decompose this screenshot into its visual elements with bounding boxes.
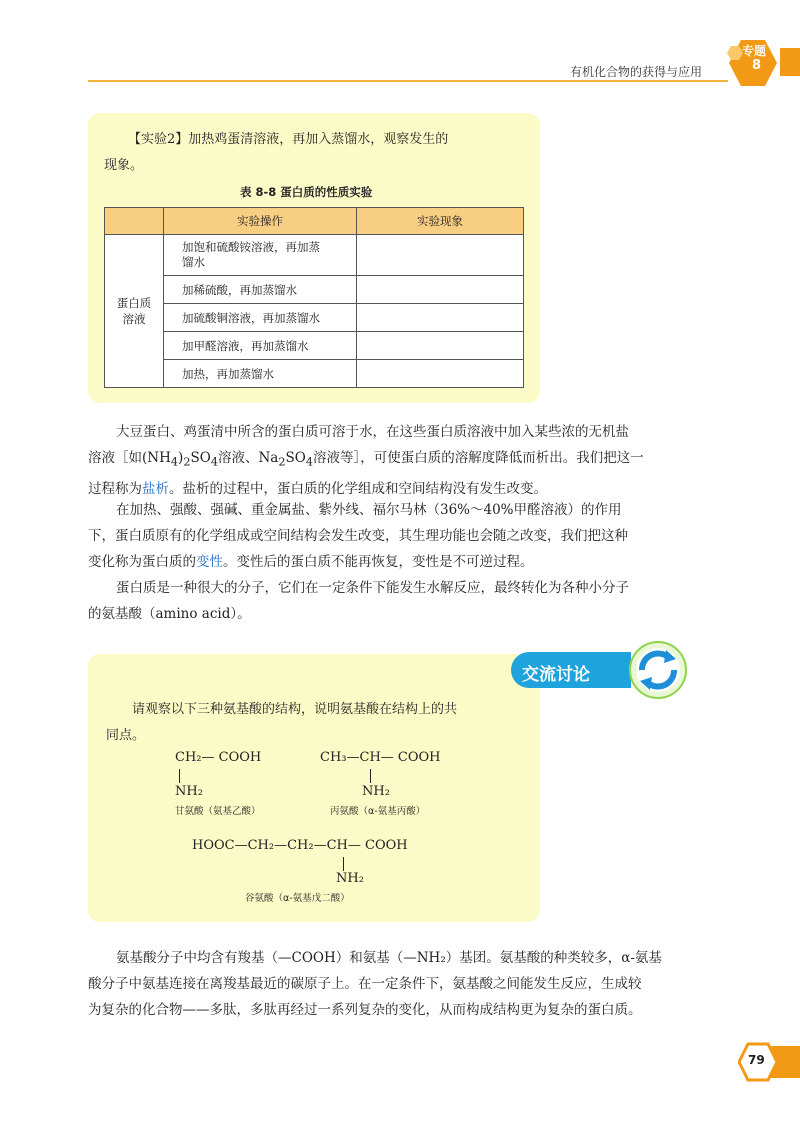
row-group-line2: 溶液 <box>122 312 146 326</box>
page-number: 79 <box>748 1053 765 1067</box>
paragraph-amino-acids: 氨基酸分子中均含有羧基（—COOH）和氨基（—NH₂）基团。氨基酸的种类较多，α-氨基 酸分子中氨基连接在离羧基最近的碳原子上。在一定条件下，氨基酸之间能发生反应，生成较 为复杂的化合物——多肽，多肽再经过一系列复杂的变化，从而构成结构更为复杂的蛋白质。 <box>88 950 662 1018</box>
alanine-bond <box>370 769 371 783</box>
refresh-cycle-icon <box>628 640 688 700</box>
row-group-line1: 蛋白质 <box>116 296 152 310</box>
table-row-group <box>105 235 164 388</box>
badge-label: 专题 <box>742 44 767 58</box>
experiment-table <box>104 207 524 388</box>
glycine-amino: NH₂ <box>175 784 203 799</box>
paragraph-salting-out: 大豆蛋白、鸡蛋清中所含的蛋白质可溶于水，在这些蛋白质溶液中加入某些浓的无机盐 溶液［如$(NH_4)_2SO_4$溶液、$Na_2SO_4$溶液等］，可使蛋白质的溶解度降低而析出。我们把这一 过程称为盐析。盐析的过程中，蛋白质的化学组成和空间结构没有发生改变。 <box>88 424 644 497</box>
table-cell-result2 <box>357 276 524 304</box>
table-caption: 表 8-8 蛋白质的性质实验 <box>240 185 373 199</box>
table-cell-op4: 加甲醛溶液，再加蒸馏水 <box>164 332 357 360</box>
table-cell-op5: 加热，再加蒸馏水 <box>164 360 357 388</box>
badge-number: 8 <box>752 58 762 73</box>
term-salting-out: 盐析 <box>142 480 169 497</box>
table-header-blank <box>105 208 164 235</box>
discussion-prompt-line1: 请观察以下三种氨基酸的结构，说明氨基酸在结构上的共 <box>132 702 458 717</box>
alanine-name: 丙氨酸（α-氨基丙酸） <box>330 806 426 817</box>
table-cell-op3: 加硫酸铜溶液，再加蒸馏水 <box>164 304 357 332</box>
alanine-amino: NH₂ <box>362 784 390 799</box>
table-cell-op2: 加稀硫酸，再加蒸馏水 <box>164 276 357 304</box>
glutamic-acid-bond <box>343 857 344 871</box>
table-header-phenomenon: 实验现象 <box>357 208 524 235</box>
chapter-title: 有机化合物的获得与应用 <box>570 65 703 79</box>
table-cell-op1: 加饱和硫酸铵溶液，再加蒸 馏水 <box>164 235 357 276</box>
paragraph-hydrolysis: 蛋白质是一种很大的分子，它们在一定条件下能发生水解反应，最终转化为各种小分子 的氨基酸（amino acid）。 <box>88 580 629 622</box>
table-header-operation: 实验操作 <box>164 208 357 235</box>
glutamic-acid-formula: HOOC—CH₂—CH₂—CH— COOH <box>192 838 408 853</box>
glycine-name: 甘氨酸（氨基乙酸） <box>175 806 261 817</box>
experiment-intro-line1: 【实验2】加热鸡蛋清溶液，再加入蒸馏水，观察发生的 <box>128 132 449 147</box>
glutamic-acid-amino: NH₂ <box>336 871 364 886</box>
table-cell-result5 <box>357 360 524 388</box>
glutamic-acid-name: 谷氨酸（α-氨基戊二酸） <box>245 893 350 904</box>
header-rule <box>88 80 728 82</box>
table-cell-result3 <box>357 304 524 332</box>
table-cell-result4 <box>357 332 524 360</box>
glycine-formula: CH₂— COOH <box>175 750 262 765</box>
table-cell-result1 <box>357 235 524 276</box>
experiment-intro-line2: 现象。 <box>104 158 144 173</box>
paragraph-denaturation: 在加热、强酸、强碱、重金属盐、紫外线、福尔马林（36%～40%甲醛溶液）的作用 下，蛋白质原有的化学组成或空间结构会发生改变，其生理功能也会随之改变，我们把这种 变化称为蛋白质的变性。变性后的蛋白质不能再恢复，变性是不可逆过程。 <box>88 502 628 570</box>
glycine-bond <box>179 769 180 783</box>
term-denaturation: 变性 <box>196 554 223 570</box>
edge-tab <box>780 48 800 76</box>
alanine-formula: CH₃—CH— COOH <box>320 750 441 765</box>
discussion-title: 交流讨论 <box>522 665 590 685</box>
discussion-panel <box>88 654 540 922</box>
discussion-prompt-line2: 同点。 <box>106 728 146 743</box>
